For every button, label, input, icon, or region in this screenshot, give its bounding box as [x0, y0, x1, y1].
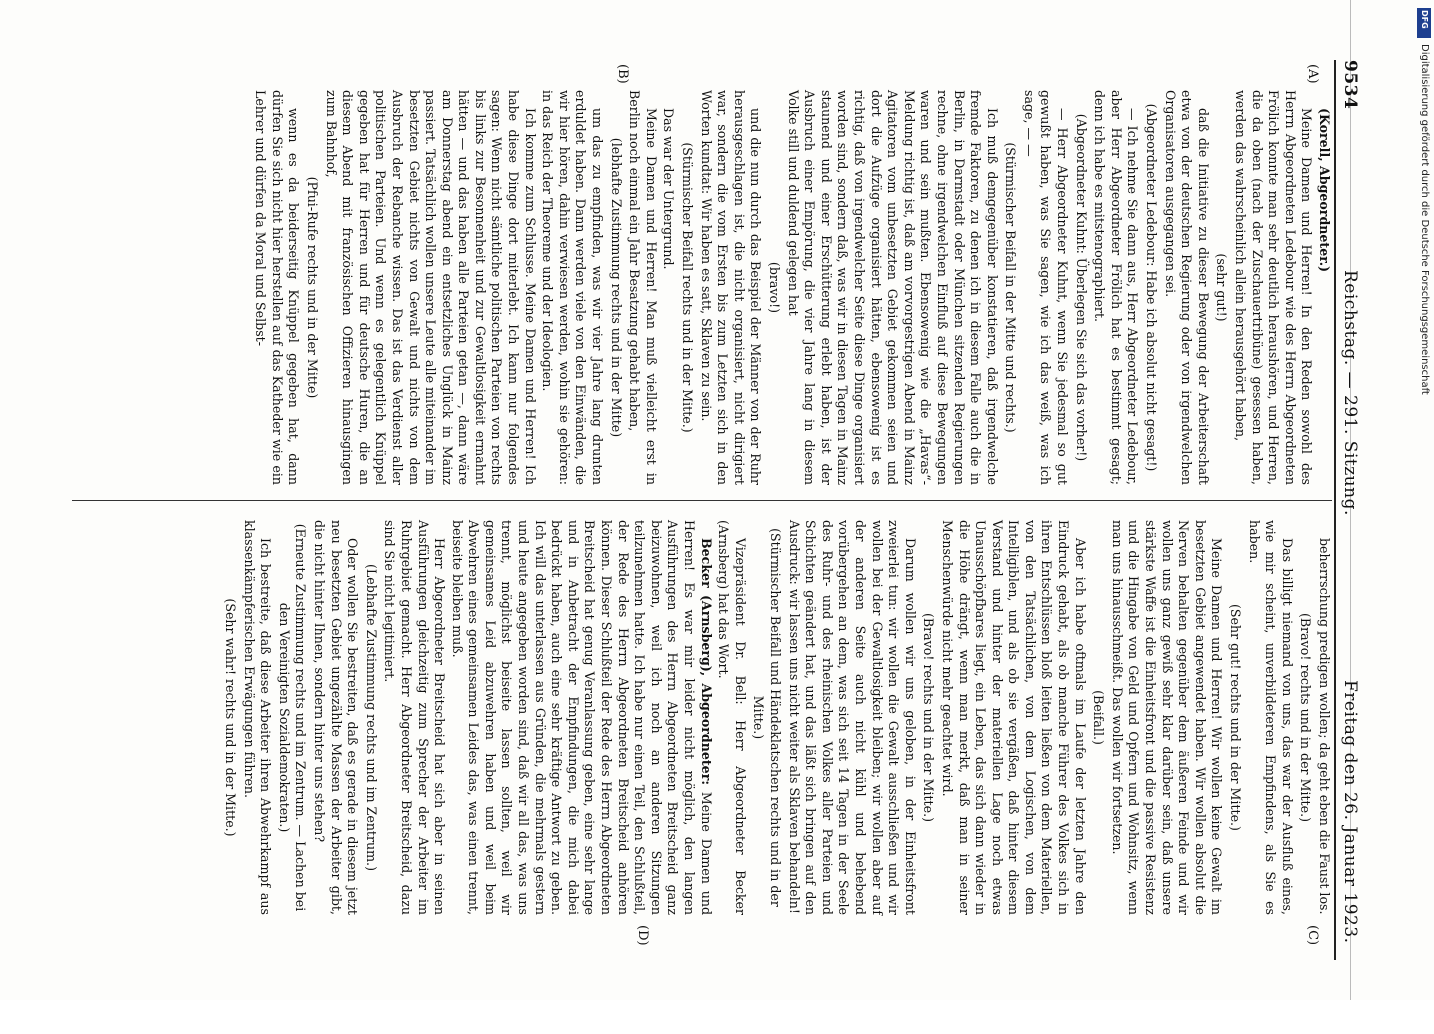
side-caption-text: Digitalisierung gefördert durch die Deutsche Forschungsgemeinschaft	[1419, 44, 1430, 395]
paragraph	[240, 520, 273, 915]
interjection: (Abgeordneter Ledebour: Habe ich absolut nicht gesagt!)	[1144, 103, 1160, 472]
dfg-logo-text: DFG	[1420, 10, 1429, 29]
paragraph-text: Darum wollen wir uns geloben, in der Einheitsfront zweierlei tun: wir wollen die Gewalt ausschließen und wir wollen bei der Gewaltlosigkeit bleiben; wir wollen aber auf der anderen Seite auch nicht kühl und behebend vorübergehen an dem, was sich seit 14 Tagen in der Seele des Ruhr- und des rheinischen Volkes aller Parteien und Schichten geändert hat, und das läßt sich bringen auf den Ausdruck: wir lassen uns nicht weiter als Sklaven behandeln!	[786, 520, 918, 915]
page-number: 9534	[1340, 60, 1360, 110]
interjection: (Bravo! rechts und in der Mitte.)	[1298, 612, 1314, 822]
header-rule	[1334, 60, 1336, 960]
paragraph-text: und die nun durch das Beispiel der Männer von der Ruhr herausgeschlagen ist, die nicht organisiert, nicht dirigiert war, sondern die vom Ersten bis zum Letzten sich in den Worten kundtat: Wir haben es satt, Sklaven zu sein.	[698, 90, 764, 485]
interjection: (Bravo! rechts und in der Mitte.)	[921, 612, 937, 822]
margin-mark-d: (D)	[635, 925, 650, 946]
paragraph	[252, 90, 302, 485]
paragraph-text: Meine Damen und Herren! Es war mir leider nicht möglich, den langen Ausführungen des Herrn Abgeordneten Breitscheid ganz beizuwohnen, weil ich noch an anderen Sitzungen teilzunehmen hatte. Ich habe nur einen Teil, den Schlußteil, der Rede des Herrn Abgeordneten Breitscheid anhören können. Dieser Schlußteil der Rede des Herrn Abgeordneten Breitscheid hat genug Veranlassung geben, eine sehr lange und in Anbetracht der Empfindungen, die mich dabei bedrückt haben, auch eine sehr kräftige Antwort zu geben. Ich will das unterlassen aus Gründen, die mehrmals gestern und heute angegeben worden sind, daß wir all das, was uns trennt, möglichst beiseite lassen sollten, weil wir gemeinsames Leid abzuwehren haben und weil beim Abwehren eines gemeinsamen Leides das, was einen trennt, beiseite bleiben muß.	[449, 520, 714, 916]
interjection: (Stürmischer Beifall in der Mitte und rechts.)	[1003, 142, 1019, 433]
rotated-page-content	[60, 20, 1390, 980]
paragraph	[1231, 90, 1314, 485]
paragraph	[539, 90, 605, 485]
paragraph-text: um das zu empfinden, was wir vier Jahre lang drunten erduldet haben. Dann werden viele von den Einwänden, die wir hier hören, dahin verwiesen werden, wohin sie gehören: in das Reich der Theoreme und der Ideologien.	[540, 90, 606, 485]
interjection: (Erneute Zustimmung rechts und im Zentrum. — Lachen bei den Vereinigten Sozialdemokraten.)	[276, 523, 309, 912]
paragraph-text: Ich muß demgegenüber konstatieren, daß irgendwelche fremde Faktoren, zu denen ich in diesem Falle auch die in Berlin, in Darmstadt oder München sitzenden Regierungen rechne, ohne irgendwelchen Einfluß auf diese Bewegungen waren und sein mußten. Ebensowenig wie die „Havas“-Meldung richtig ist, daß am vorvorgestrigen Abend in Mainz Agitatoren vom unbesetzten Gebiet gekommen seien und dort die Aufzüge organisiert hätten, ebensowenig ist es richtig, daß von irgendwelcher Seite diese Dinge organisiert worden sind, sondern daß, was wir in diesen Tagen in Mainz staunend und einer Erschütterung erlebt haben, ist der Ausbruch einer Empörung, die vier Jahre lang in diesem Volke still und duldend gelegen hat	[785, 90, 1000, 485]
paragraph	[697, 90, 763, 485]
speaker-name: Becker (Arnsberg), Abgeordneter:	[698, 538, 714, 785]
interjection: (Abgeordneter Kuhnt: Überlegen Sie sich das vorher!)	[1073, 113, 1089, 462]
column-divider	[72, 500, 1332, 501]
paragraph	[322, 90, 538, 485]
page-header	[1338, 60, 1372, 960]
paragraph-text: wenn es da beiderseitig Knüppel gegeben hat, dann dürfen Sie sich nicht hier herstellen auf das Katheder wie ein Lehrer und dürfen da Moral und Selbst-	[253, 90, 302, 485]
right-column	[219, 520, 1332, 915]
paragraph-text: Ich bestreite, daß diese Arbeiter ihren Abwehrkampf aus klassenkämpferischen Erwägungen führen.	[241, 520, 274, 915]
paragraph	[785, 520, 918, 915]
interjection: (Beifall.)	[1091, 690, 1107, 745]
interjection: (lebhafte Zustimmung rechts und in der Mitte)	[608, 137, 624, 438]
paragraph	[310, 520, 360, 915]
left-column	[251, 90, 1332, 485]
paragraph	[1108, 520, 1224, 915]
paragraph	[784, 90, 1000, 485]
interjection: (Stürmischer Beifall und Händeklatschen rechts und in der Mitte.)	[751, 528, 783, 907]
interjection: (Sehr gut! rechts und in der Mitte.)	[1228, 604, 1244, 831]
paragraph-text: — Herr Abgeordneter Kuhnt, wenn Sie jedesmal so gut gewußt haben, was Sie sagen, wie ich das weiß, was ich sage, — —	[1021, 90, 1071, 485]
paragraph	[660, 90, 677, 485]
paragraph-text: beherrschung predigen wollen; da geht eben die Faust los.	[1317, 538, 1332, 915]
paragraph-text: — Ich nehme Sie dann aus, Herr Abgeordneter Ledebour, aber Herr Abgeordneter Frölich hat es bestimmt gesagt; denn ich habe es mitstenographiert.	[1092, 90, 1141, 485]
paragraph	[448, 520, 714, 915]
paragraph-text: Aber ich habe oftmals im Laufe der letzten Jahre den Eindruck gehabt, als ob manche Führer des Volkes sich in ihren Entschlüssen bloß leiten ließen von dem Materiellen, von den Tatsächlichen, von dem Logischen, von dem Intelligiblen, und als ob sie vergäßen, daß hinter diesem Verstand und hinter der materiellen Lage noch etwas Unausschöpfbares liegt, ein Leben, das sich dann wieder in die Höhe drängt, wenn man merkt, daß man in seiner Menschenwürde nicht mehr geachtet wird.	[939, 520, 1088, 915]
speaker-name: (Korell, Abgeordneter.)	[1317, 108, 1332, 273]
paragraph-text: Meine Damen und Herren! Man muß vielleicht erst in Berlin noch einmal ein Jahr Besatzung gehabt haben,	[627, 90, 659, 485]
paragraph-text: Ich komme zum Schlusse. Meine Damen und Herren! Ich habe diese Dinge dort miterlebt. Ich kann nur folgendes sagen: Wenn nicht sämtliche politischen Parteien von rechts bis links zur Besonnenheit und zur Gewaltlosigkeit ermahnt hätten — und das haben alle Parteien getan —, dann wäre am Donnerstag abend ein entsetzliches Unglück in Mainz passiert. Tatsächlich wollen unsere Leute alle miteinander im besetzten Gebiet nichts von Gewalt und nichts von dem Ausbruch der Rebanche wissen. Das ist das Verdienst aller politischen Parteien. Und wenn es gelegentlich Knüppel gegeben hat für Herren und für deutsche Huren, die an diesem Abend mit französischen Offizieren hinausgingen zum Bahnhof,	[323, 90, 538, 485]
paragraph-text: Vizepräsident Dr. Bell: Herr Abgeordneter Becker (Arnsberg) hat das Wort.	[716, 520, 748, 915]
margin-mark-c: (C)	[1305, 925, 1320, 946]
paragraph	[1091, 90, 1141, 485]
interjection: (Stürmischer Beifall rechts und in der Mitte.)	[680, 142, 696, 433]
paragraph	[1315, 520, 1332, 915]
interjection: (Pfui-Rufe rechts und in der Mitte)	[304, 176, 320, 399]
margin-mark-a: (A)	[1305, 64, 1320, 84]
paragraph	[1315, 90, 1332, 485]
paragraph	[626, 90, 659, 485]
paragraph	[715, 520, 748, 915]
paragraph	[1161, 90, 1211, 485]
paragraph	[1020, 90, 1070, 485]
interjection: (sehr gut!)	[1214, 253, 1230, 322]
paragraph-text: Das billigt niemand von uns, das war der Ausfluß eines, wie mir scheint, unverbildeteren Empfindens, als Sie es haben.	[1246, 520, 1295, 915]
paragraph-text: Meine Damen und Herren! In den Reden sowohl des Herrn Abgeordneten Ledebour wie des Herrn Abgeordneten Frölich konnte man sehr deutlich heraushören, und Herren, die da oben (nach der Zuschauertribüne) gesessen haben, werden das wahrscheinlich allein herausgehört haben,	[1233, 90, 1315, 485]
paragraph	[381, 520, 447, 915]
session-title: Reichstag. — 291. Sitzung.	[1340, 270, 1360, 516]
paragraph-text: Oder wollen Sie bestreiten, daß es gerade in diesem jetzt neu besetzten Gebiet ungezählte Massen der Arbeiter gibt, die nicht hinter Ihnen, sondern hinter uns stehen?	[311, 520, 361, 915]
paragraph-text: Herr Abgeordneter Breitscheid hat sich aber in seinen Ausführungen gleichzeitig zum Sprecher der Arbeiter im Ruhrgebiet gemacht. Herr Abgeordneter Breitscheid, dazu sind Sie nicht legitimiert.	[382, 520, 448, 915]
paragraph	[1245, 520, 1295, 915]
interjection: (Lebhafte Zustimmung rechts und im Zentrum.)	[363, 564, 379, 871]
paragraph-text: daß die Initiative zu dieser Bewegung der Arbeiterschaft etwa von der deutschen Regierung oder von irgendwelchen Organisatoren ausgegangen sei.	[1162, 90, 1211, 485]
session-date: Freitag den 26. Januar 1923.	[1340, 680, 1360, 944]
interjection: (Sehr wahr! rechts und in der Mitte.)	[223, 598, 238, 837]
paragraph-text: Meine Damen und Herren! Wir wollen keine Gewalt im besetzten Gebiet angewendet haben. Wir wollen absolut die Nerven behalten gegenüber dem äußeren Feinde und wir wollen uns ganz gewiß sehr klar darüber sein, daß unsere stärkste Waffe ist die Einheitsfront und die passive Resistenz und die Hingabe von Geld und Opfern und Wohnsitz, wenn man uns hinausschmeißt. Das wollen wir fortsetzen.	[1109, 520, 1225, 915]
interjection: (bravo!)	[767, 261, 782, 314]
dfg-logo	[1417, 8, 1431, 38]
paragraph-text: Das war der Untergrund.	[661, 108, 677, 270]
side-caption	[1416, 44, 1430, 1034]
margin-mark-b: (B)	[615, 64, 630, 84]
paragraph	[938, 520, 1087, 915]
